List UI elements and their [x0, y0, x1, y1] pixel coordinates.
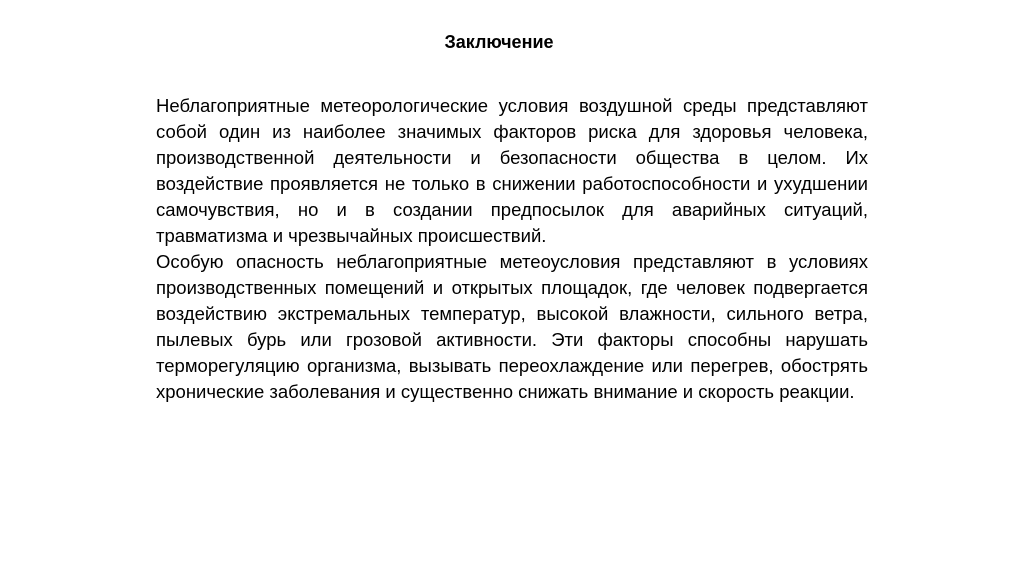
paragraph-1: Неблагоприятные метеорологические условия воздушной среды представляют собой один из наиболее значимых факторов риска для здоровья человека, производственной деятельности и безопасности общества в целом. Их воздействие проявляется не только в снижении работоспособности и ухудшении самочувствия, но и в создании предпосылок для аварийных ситуаций, травматизма и чрезвычайных происшествий. [156, 95, 868, 246]
slide-body [156, 93, 868, 405]
paragraph-2: Особую опасность неблагоприятные метеоусловия представляют в условиях производственных помещений и открытых площадок, где человек подвергается воздействию экстремальных температур, высокой влажности, сильного ветра, пылевых бурь или грозовой активности. Эти факторы способны нарушать терморегуляцию организма, вызывать переохлаждение или перегрев, обострять хронические заболевания и существенно снижать внимание и скорость реакции. [156, 251, 868, 402]
slide-title: Заключение [444, 32, 554, 52]
